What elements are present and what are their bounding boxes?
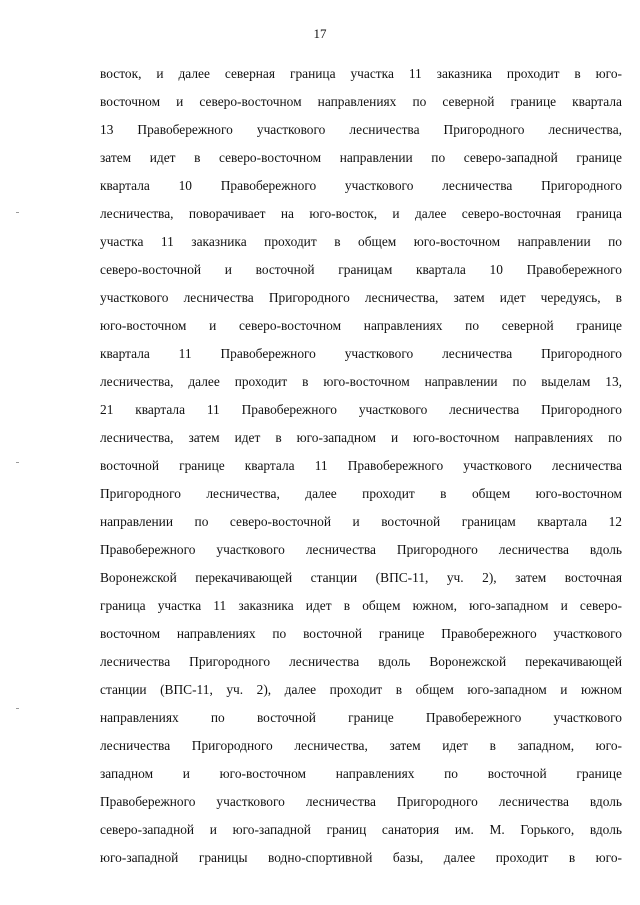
text-line: граница участка 11 заказника идет в общем южном, юго-западном и северо- [100,598,622,613]
text-line: направлениях по восточной границе Правобережного участкового [100,710,622,725]
text-line: лесничества, поворачивает на юго-восток, и далее северо-восточная граница [100,206,622,221]
scan-speck [16,708,19,709]
text-line: лесничества, далее проходит в юго-восточном направлении по выделам 13, [100,374,622,389]
text-line: Пригородного лесничества, далее проходит в общем юго-восточном [100,486,622,501]
text-line: лесничества Пригородного лесничества, затем идет в западном, юго- [100,738,622,753]
text-line: квартала 11 Правобережного участкового лесничества Пригородного [100,346,622,361]
text-line: затем идет в северо-восточном направлении по северо-западной границе [100,150,622,165]
text-line: западном и юго-восточном направлениях по восточной границе [100,766,622,781]
body-text [100,60,622,872]
text-line: лесничества Пригородного лесничества вдоль Воронежской перекачивающей [100,654,622,669]
scan-speck [16,462,19,463]
text-line: восточном и северо-восточном направлениях по северной границе квартала [100,94,622,109]
text-line: участка 11 заказника проходит в общем юго-восточном направлении по [100,234,622,249]
text-line: квартала 10 Правобережного участкового лесничества Пригородного [100,178,622,193]
text-line: станции (ВПС-11, уч. 2), далее проходит в общем юго-западном и южном [100,682,622,697]
text-line: Правобережного участкового лесничества Пригородного лесничества вдоль [100,794,622,809]
text-line: восточном направлениях по восточной границе Правобережного участкового [100,626,622,641]
text-line: юго-западной границы водно-спортивной базы, далее проходит в юго- [100,850,622,865]
text-line: 21 квартала 11 Правобережного участкового лесничества Пригородного [100,402,622,417]
text-line: Воронежской перекачивающей станции (ВПС-11, уч. 2), затем восточная [100,570,622,585]
text-line: Правобережного участкового лесничества Пригородного лесничества вдоль [100,542,622,557]
page-number: 17 [313,26,327,41]
text-line: восток, и далее северная граница участка 11 заказника проходит в юго- [100,66,622,81]
text-line: лесничества, затем идет в юго-западном и юго-восточном направлениях по [100,430,622,445]
text-line: участкового лесничества Пригородного лесничества, затем идет чередуясь, в [100,290,622,305]
text-line: северо-западной и юго-западной границ санатория им. М. Горького, вдоль [100,822,622,837]
text-line: восточной границе квартала 11 Правобережного участкового лесничества [100,458,622,473]
scan-speck [16,212,19,213]
text-line: 13 Правобережного участкового лесничества Пригородного лесничества, [100,122,622,137]
text-line: северо-восточной и восточной границам квартала 10 Правобережного [100,262,622,277]
text-line: направлении по северо-восточной и восточной границам квартала 12 [100,514,622,529]
text-line: юго-восточном и северо-восточном направлениях по северной границе [100,318,622,333]
